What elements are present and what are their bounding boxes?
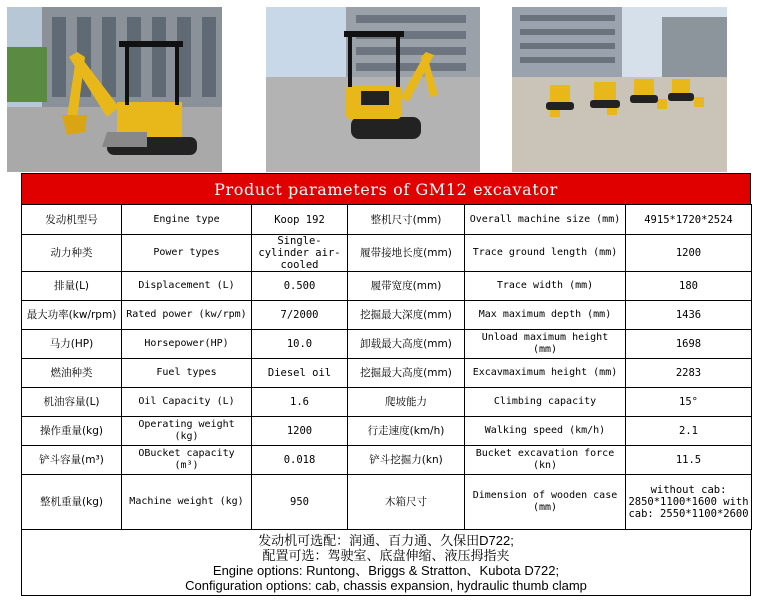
param-cn-label: 挖掘最大深度(mm) [348,301,465,330]
table-row [22,475,752,530]
config-options-zh: 配置可选：驾驶室、底盘伸缩、液压拇指夹 [262,548,510,563]
param-cn-label: 最大功率(kw/rpm) [22,301,122,330]
param-en-label: Horsepower(HP) [122,330,252,359]
table-row [22,301,752,330]
excavator-photo-front [7,7,222,172]
param-en-label: Power types [122,235,252,272]
param-cn-label: 动力种类 [22,235,122,272]
table-row [22,272,752,301]
param-value: 1698 [626,330,752,359]
param-value: 2283 [626,359,752,388]
param-en-label: Machine weight (kg) [122,475,252,530]
table-row [22,446,752,475]
excavator-photo-group [512,7,727,172]
param-value: 1436 [626,301,752,330]
param-en-label: OBucket capacity (m³) [122,446,252,475]
param-cn-label: 铲斗容量(m³) [22,446,122,475]
param-value: 0.500 [252,272,348,301]
table-row [22,235,752,272]
options-footer [21,530,751,596]
param-value: 1200 [626,235,752,272]
param-en-label: Trace ground length (mm) [465,235,626,272]
param-en-label: Bucket excavation force (kn) [465,446,626,475]
parameters-table [21,204,752,530]
param-cn-label: 挖掘最大高度(mm) [348,359,465,388]
param-value: 7/2000 [252,301,348,330]
param-en-label: Engine type [122,205,252,235]
param-value: 2.1 [626,417,752,446]
excavator-photo-side [266,7,480,172]
engine-options-en: Engine options: Runtong、Briggs & Stratton、Kubota D722; [212,563,560,578]
table-row [22,359,752,388]
param-en-label: Overall machine size (mm) [465,205,626,235]
param-cn-label: 排量(L) [22,272,122,301]
param-value: 180 [626,272,752,301]
param-value: Diesel oil [252,359,348,388]
param-cn-label: 燃油种类 [22,359,122,388]
parameters-sheet [21,173,751,596]
param-en-label: Rated power (kw/rpm) [122,301,252,330]
table-row [22,205,752,235]
table-row [22,330,752,359]
sheet-title: Product parameters of GM12 excavator [21,173,751,204]
param-cn-label: 整机重量(kg) [22,475,122,530]
param-en-label: Trace width (mm) [465,272,626,301]
param-value: Single-cylinder air-cooled [252,235,348,272]
param-value: 1.6 [252,388,348,417]
param-cn-label: 机油容量(L) [22,388,122,417]
param-value: 11.5 [626,446,752,475]
param-value: 15° [626,388,752,417]
param-cn-label: 发动机型号 [22,205,122,235]
param-en-label: Max maximum depth (mm) [465,301,626,330]
param-cn-label: 木箱尺寸 [348,475,465,530]
param-en-label: Unload maximum height (mm) [465,330,626,359]
param-cn-label: 铲斗挖掘力(kn) [348,446,465,475]
param-cn-label: 爬坡能力 [348,388,465,417]
param-value: 950 [252,475,348,530]
param-value: Koop 192 [252,205,348,235]
param-cn-label: 履带接地长度(mm) [348,235,465,272]
param-value: 4915*1720*2524 [626,205,752,235]
param-en-label: Walking speed (km/h) [465,417,626,446]
param-value: 0.018 [252,446,348,475]
param-value: 1200 [252,417,348,446]
param-value: 10.0 [252,330,348,359]
table-row [22,388,752,417]
param-en-label: Climbing capacity [465,388,626,417]
param-cn-label: 履带宽度(mm) [348,272,465,301]
param-en-label: Displacement (L) [122,272,252,301]
param-cn-label: 卸载最大高度(mm) [348,330,465,359]
param-en-label: Fuel types [122,359,252,388]
table-row [22,417,752,446]
param-cn-label: 马力(HP) [22,330,122,359]
engine-options-zh: 发动机可选配：润通、百力通、久保田D722; [258,533,514,548]
param-en-label: Dimension of wooden case (mm) [465,475,626,530]
config-options-en: Configuration options: cab, chassis expansion, hydraulic thumb clamp [185,578,587,593]
param-en-label: Oil Capacity (L) [122,388,252,417]
param-en-label: Operating weight (kg) [122,417,252,446]
param-value: without cab: 2850*1100*1600 with cab: 2550*1100*2600 [626,475,752,530]
param-cn-label: 行走速度(km/h) [348,417,465,446]
param-cn-label: 整机尺寸(mm) [348,205,465,235]
param-en-label: Excavmaximum height (mm) [465,359,626,388]
param-cn-label: 操作重量(kg) [22,417,122,446]
